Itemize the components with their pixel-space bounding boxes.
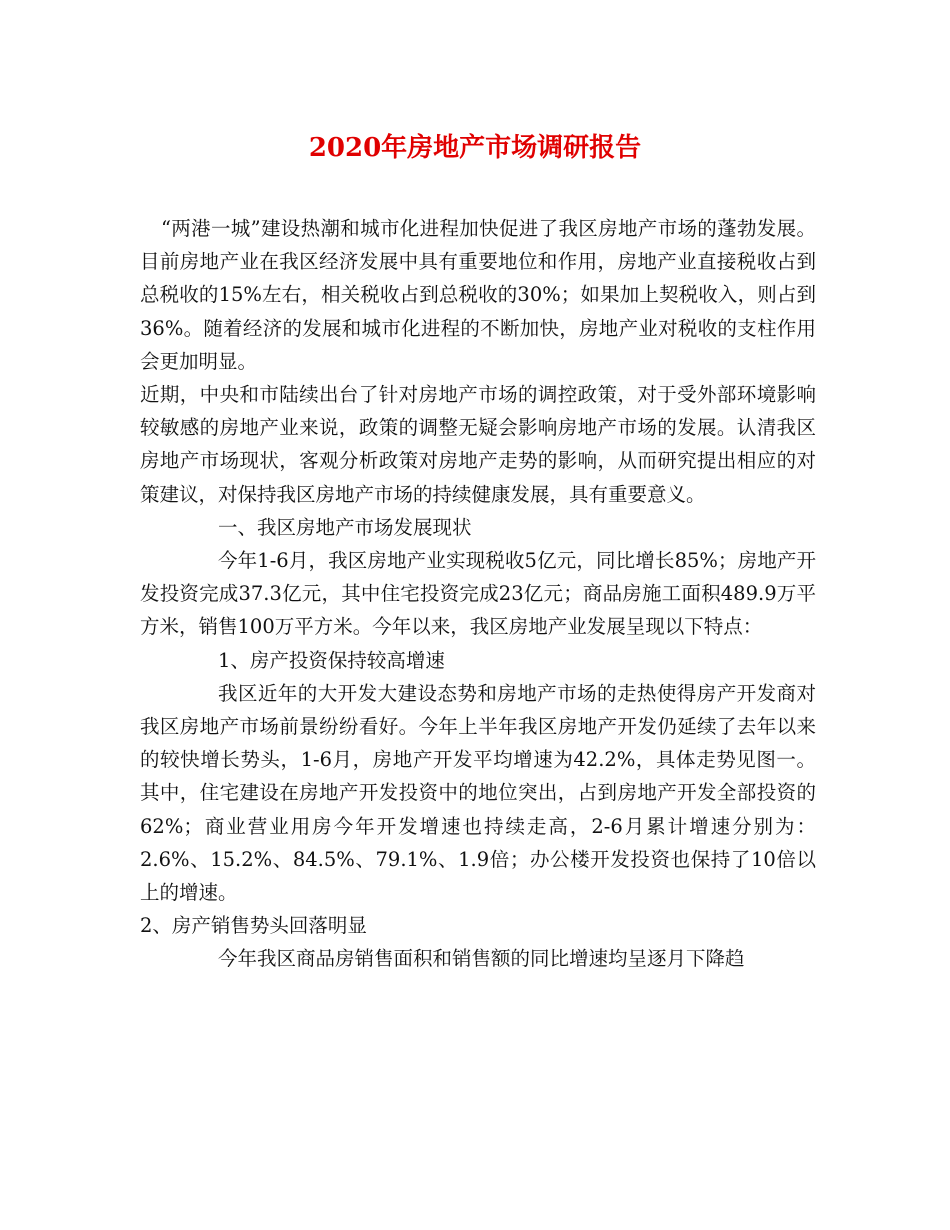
section-heading-1: 一、我区房地产市场发展现状	[218, 515, 472, 539]
document-body	[140, 212, 816, 976]
paragraph-investment: 我区近年的大开发大建设态势和房地产市场的走热使得房产开发商对我区房地产市场前景纷纷看好。今年上半年我区房地产开发仍延续了去年以来的较快增长势头，1-6月，房地产开发平均增速为42.2%，具体走势见图一。其中，住宅建设在房地产开发投资中的地位突出，占到房地产开发全部投资的62%；商业营业用房今年开发增速也持续走高，2-6月累计增速分别为：2.6%、15.2%、84.5%、79.1%、1.9倍；办公楼开发投资也保持了10倍以上的增速。	[140, 681, 816, 905]
paragraph-policy: 近期，中央和市陆续出台了针对房地产市场的调控政策，对于受外部环境影响较敏感的房地产业来说，政策的调整无疑会影响房地产市场的发展。认清我区房地产市场现状，客观分析政策对房地产走势的影响，从而研究提出相应的对策建议，对保持我区房地产市场的持续健康发展，具有重要意义。	[140, 383, 816, 506]
subheading-1: 1、房产投资保持较高增速	[218, 648, 445, 672]
paragraph-status: 今年1-6月，我区房地产业实现税收5亿元，同比增长85%；房地产开发投资完成37.3亿元，其中住宅投资完成23亿元；商品房施工面积489.9万平方米，销售100万平方米。今年以来，我区房地产业发展呈现以下特点：	[140, 549, 816, 639]
subheading-2: 2、房产销售势头回落明显	[140, 914, 367, 938]
paragraph-sales: 今年我区商品房销售面积和销售额的同比增速均呈逐月下降趋	[218, 947, 745, 971]
paragraph-intro: “两港一城”建设热潮和城市化进程加快促进了我区房地产市场的蓬勃发展。目前房地产业在我区经济发展中具有重要地位和作用，房地产业直接税收占到总税收的15%左右，相关税收占到总税收的30%；如果加上契税收入，则占到36%。随着经济的发展和城市化进程的不断加快，房地产业对税收的支柱作用会更加明显。	[140, 217, 816, 373]
document-title: 2020年房地产市场调研报告	[308, 133, 642, 163]
